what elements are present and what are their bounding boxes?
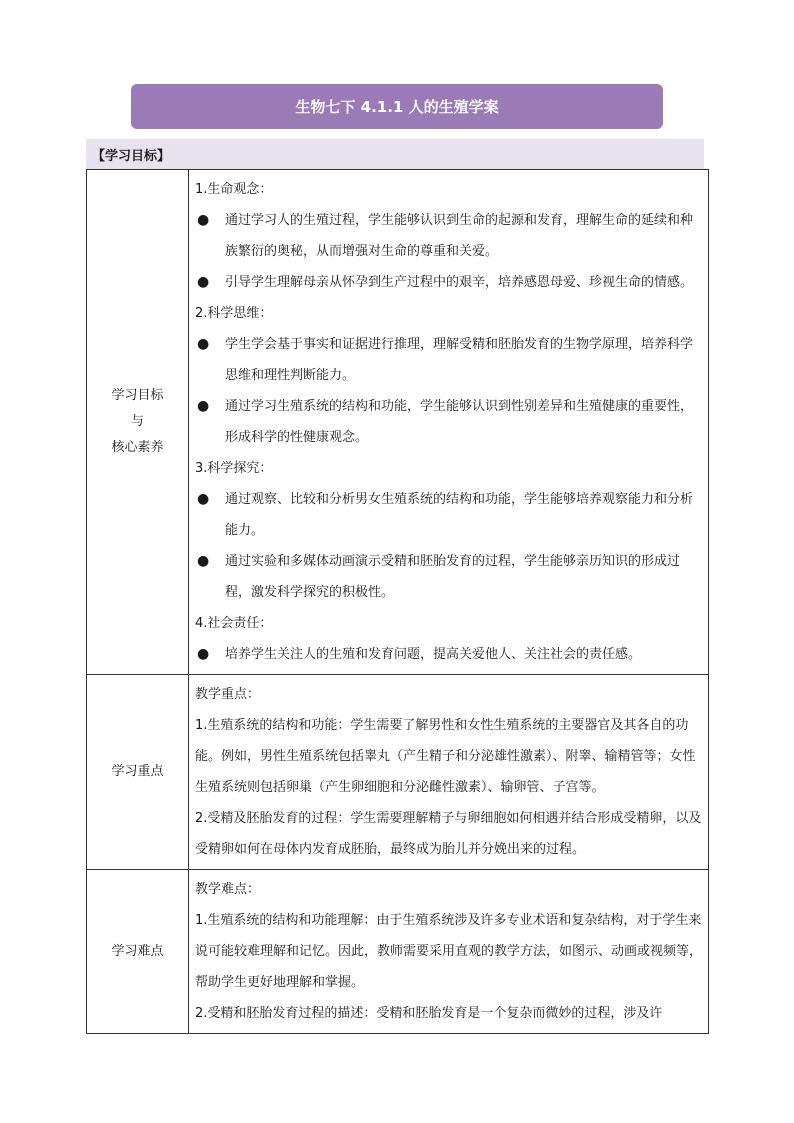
key-points-label: 学习重点 bbox=[111, 764, 164, 779]
goal-bullet-text: 通过学习人的生殖过程，学生能够认识到生命的起源和发育，理解生命的延续和种族繁衍的奥秘，从而增强对生命的尊重和关爱。 bbox=[225, 213, 694, 259]
goal-group-2 bbox=[195, 298, 702, 453]
bullet-dot-icon: ● bbox=[197, 398, 210, 414]
difficult-points-label-cell bbox=[87, 870, 189, 1034]
difficult-points-heading: 教学难点： bbox=[195, 882, 261, 897]
objectives-table bbox=[86, 169, 709, 1034]
goal-bullet bbox=[195, 484, 702, 546]
goals-label-line1: 学习目标 bbox=[111, 388, 164, 403]
goal-bullet-text: 通过观察、比较和分析男女生殖系统的结构和功能，学生能够培养观察能力和分析能力。 bbox=[225, 492, 694, 538]
key-points-row bbox=[87, 675, 709, 870]
section-heading-bar bbox=[86, 139, 704, 169]
goal-bullet bbox=[195, 267, 702, 298]
document-title: 生物七下 4.1.1 人的生殖学案 bbox=[295, 98, 499, 116]
bullet-dot-icon: ● bbox=[197, 212, 210, 228]
goal-group-4 bbox=[195, 608, 702, 670]
goal-group-heading: 4.社会责任： bbox=[195, 616, 273, 631]
goal-group-1 bbox=[195, 174, 702, 298]
goal-bullet-text: 通过实验和多媒体动画演示受精和胚胎发育的过程，学生能够亲历知识的形成过程，激发科学探究的积极性。 bbox=[225, 554, 681, 600]
difficult-points-label: 学习难点 bbox=[111, 943, 164, 959]
goal-group-3 bbox=[195, 453, 702, 608]
goals-label-cell bbox=[87, 170, 189, 675]
goal-group-heading: 2.科学思维： bbox=[195, 306, 273, 321]
goals-content-cell bbox=[189, 170, 709, 675]
key-point-paragraph: 1.生殖系统的结构和功能：学生需要了解男性和女性生殖系统的主要器官及其各自的功能。例如，男性生殖系统包括睾丸（产生精子和分泌雄性激素）、附睾、输精管等；女性生殖系统则包括卵巢（产生卵细胞和分泌雌性激素）、输卵管、子宫等。 bbox=[195, 718, 696, 795]
bullet-dot-icon: ● bbox=[197, 491, 210, 507]
key-point-paragraph: 2.受精及胚胎发育的过程：学生需要理解精子与卵细胞如何相遇并结合形成受精卵，以及受精卵如何在母体内发育成胚胎，最终成为胎儿并分娩出来的过程。 bbox=[195, 811, 702, 857]
bullet-dot-icon: ● bbox=[197, 274, 210, 290]
goal-group-heading: 3.科学探究： bbox=[195, 461, 273, 476]
difficult-points-row bbox=[87, 870, 709, 1034]
title-banner bbox=[131, 84, 663, 129]
goal-bullet bbox=[195, 329, 702, 391]
goals-row bbox=[87, 170, 709, 675]
section-heading: 【学习目标】 bbox=[92, 148, 171, 164]
goals-label-line2: 与 bbox=[130, 414, 144, 429]
goal-group-heading: 1.生命观念： bbox=[195, 182, 273, 197]
goal-bullet-text: 通过学习生殖系统的结构和功能，学生能够认识到性别差异和生殖健康的重要性，形成科学的性健康观念。 bbox=[225, 399, 694, 445]
goal-bullet bbox=[195, 391, 702, 453]
goal-bullet-text: 培养学生关注人的生殖和发育问题，提高关爱他人、关注社会的责任感。 bbox=[225, 647, 642, 662]
goal-bullet-text: 引导学生理解母亲从怀孕到生产过程中的艰辛，培养感恩母爱、珍视生命的情感。 bbox=[225, 275, 694, 290]
bullet-dot-icon: ● bbox=[197, 336, 210, 352]
goal-bullet bbox=[195, 639, 702, 670]
goal-bullet bbox=[195, 546, 702, 608]
key-points-heading: 教学重点： bbox=[195, 687, 261, 702]
goal-bullet bbox=[195, 205, 702, 267]
difficult-points-content-cell bbox=[189, 870, 709, 1034]
bullet-dot-icon: ● bbox=[197, 553, 210, 569]
goals-label-line3: 核心素养 bbox=[111, 440, 164, 455]
key-points-label-cell bbox=[87, 675, 189, 870]
bullet-dot-icon: ● bbox=[197, 646, 210, 662]
difficult-point-paragraph: 1.生殖系统的结构和功能理解：由于生殖系统涉及许多专业术语和复杂结构，对于学生来说可能较难理解和记忆。因此，教师需要采用直观的教学方法，如图示、动画或视频等，帮助学生更好地理解和掌握。 bbox=[195, 913, 703, 990]
goal-bullet-text: 学生学会基于事实和证据进行推理，理解受精和胚胎发育的生物学原理，培养科学思维和理性判断能力。 bbox=[225, 337, 694, 383]
difficult-point-paragraph: 2.受精和胚胎发育过程的描述：受精和胚胎发育是一个复杂而微妙的过程，涉及许 bbox=[195, 1006, 663, 1021]
key-points-content-cell bbox=[189, 675, 709, 870]
